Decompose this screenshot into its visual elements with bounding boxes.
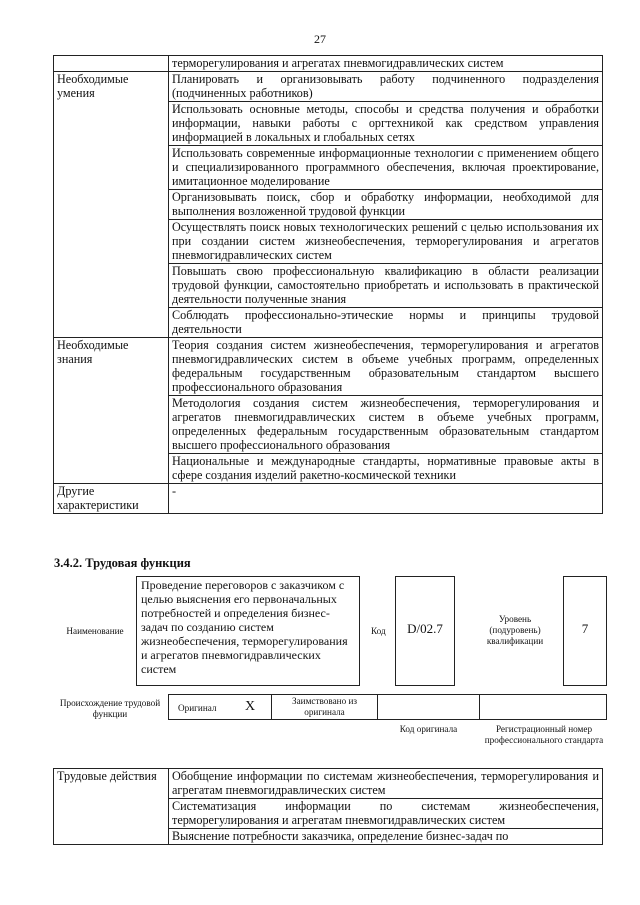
code-label: Код	[371, 626, 386, 636]
row-label: Необходимые знания	[54, 338, 169, 484]
code-original-cell	[377, 694, 480, 720]
origin-label: Происхождение трудовой функции	[59, 698, 161, 719]
table-row	[54, 338, 603, 396]
borrowed-label: Заимствовано из оригинала	[291, 696, 358, 717]
row-item: Соблюдать профессионально-этические нормы и принципы трудовой деятельности	[169, 308, 603, 338]
table-cell-empty	[54, 56, 169, 72]
page-number: 27	[314, 32, 326, 46]
actions-table	[53, 768, 603, 845]
continuation-text: терморегулирования и агрегатах пневмогидравлических систем	[169, 56, 603, 72]
table-row	[54, 484, 603, 514]
action-item: Систематизация информации по системам жизнеобеспечения, терморегулирования и агрегатам пневмогидравлических систем	[169, 799, 603, 829]
table-row	[54, 769, 603, 799]
table-row	[54, 56, 603, 72]
row-item: Организовывать поиск, сбор и обработку информации, необходимой для выполнения возложенной трудовой функции	[169, 190, 603, 220]
reg-number-label: Регистрационный номер профессионального стандарта	[484, 724, 604, 745]
section-title: 3.4.2. Трудовая функция	[54, 556, 191, 570]
skills-table	[53, 55, 603, 514]
row-label: Другие характеристики	[54, 484, 169, 514]
code-original-label: Код оригинала	[399, 724, 458, 734]
row-item: Повышать свою профессиональную квалификацию в области реализации трудовой функции, самостоятельно приобретать и использовать в практической деятельности полученные знания	[169, 264, 603, 308]
level-value-box: 7	[563, 576, 607, 686]
row-item: -	[169, 484, 603, 514]
row-item: Методология создания систем жизнеобеспечения, терморегулирования и агрегатов пневмогидравлических систем в объеме учебных программ, определенных федеральным государственным образовательным стандартом высшего профессионального образования	[169, 396, 603, 454]
reg-number-cell	[479, 694, 607, 720]
code-value-box: D/02.7	[395, 576, 455, 686]
name-label: Наименование	[66, 626, 124, 636]
function-name-box: Проведение переговоров с заказчиком с целью выяснения его первоначальных потребностей и определения бизнес-задач по созданию систем жизнеобеспечения, терморегулирования и агрегатов пневмогидравлических систем	[136, 576, 360, 686]
row-label: Необходимые умения	[54, 72, 169, 338]
level-label: Уровень (подуровень) квалификации	[486, 614, 544, 646]
original-label: Оригинал	[178, 703, 217, 713]
actions-label: Трудовые действия	[54, 769, 169, 845]
table-row	[54, 72, 603, 102]
original-mark: X	[245, 699, 256, 714]
action-item: Выяснение потребности заказчика, определение бизнес-задач по	[169, 829, 603, 845]
row-item: Использовать современные информационные технологии с применением общего и специализированного программного обеспечения, включая проектирование, имитационное моделирование	[169, 146, 603, 190]
row-item: Теория создания систем жизнеобеспечения, терморегулирования и агрегатов пневмогидравлических систем в объеме учебных программ, определенных федеральным государственным образовательным стандартом высшего профессионального образования	[169, 338, 603, 396]
row-item: Планировать и организовывать работу подчиненного подразделения (подчиненных работников)	[169, 72, 603, 102]
row-item: Национальные и международные стандарты, нормативные правовые акты в сфере создания изделий ракетно-космической техники	[169, 454, 603, 484]
action-item: Обобщение информации по системам жизнеобеспечения, терморегулирования и агрегатам пневмогидравлических систем	[169, 769, 603, 799]
row-item: Осуществлять поиск новых технологических решений с целью использования их при создании систем жизнеобеспечения, терморегулирования и агрегатов пневмогидравлических систем	[169, 220, 603, 264]
row-item: Использовать основные методы, способы и средства получения и обработки информации, навыки работы с оргтехникой как средством управления информацией в локальных и глобальных сетях	[169, 102, 603, 146]
